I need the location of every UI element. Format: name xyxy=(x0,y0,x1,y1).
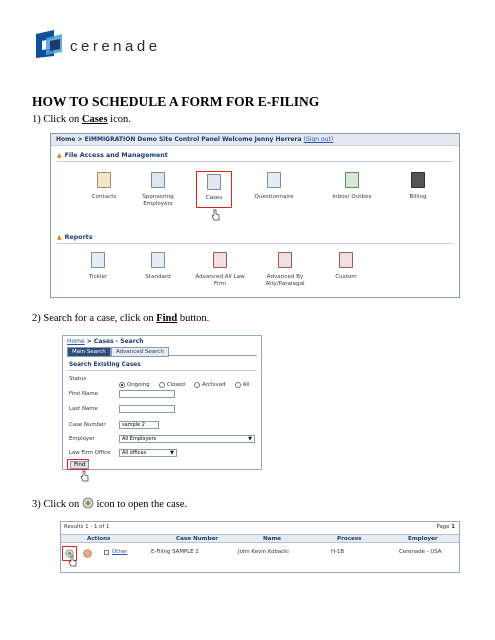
hand-cursor-icon xyxy=(211,209,221,221)
employer-select[interactable] xyxy=(119,435,255,443)
section-reports xyxy=(57,234,92,241)
icon-label: Inbox/ Outbox xyxy=(332,194,372,200)
section-file-access-label: File Access and Management xyxy=(64,152,168,159)
cell-process: H-1B xyxy=(331,549,345,555)
icon-item-tickler[interactable] xyxy=(73,252,123,281)
status-label: Status xyxy=(69,376,87,382)
radio-label: Closed xyxy=(166,381,185,388)
divider xyxy=(57,161,453,162)
tab-bar xyxy=(67,347,257,356)
radio-ongoing[interactable] xyxy=(119,382,125,388)
open-case-icon xyxy=(82,497,94,509)
icon-label: Sponsoring Employers xyxy=(142,194,174,207)
expand-triangle-icon: ▲ xyxy=(57,234,62,241)
contacts-icon xyxy=(97,172,111,188)
results-count: Results 1 - 1 of 1 xyxy=(64,524,110,530)
step-1-pre: 1) Click on xyxy=(32,114,82,125)
icon-label: Tickler xyxy=(88,274,108,280)
cell-name: John Kevin Kobacki xyxy=(238,549,289,555)
column-header-name: Name xyxy=(263,536,282,542)
chevron-down-icon: ▼ xyxy=(170,450,174,456)
first-name-label: First Name xyxy=(69,391,98,397)
advanced-atty-icon xyxy=(278,252,292,268)
section-file-access xyxy=(57,152,168,159)
breadcrumb xyxy=(67,338,143,345)
step-1-post: icon. xyxy=(107,114,131,125)
radio-label: Ongoing xyxy=(127,381,150,388)
case-number-label: Case Number xyxy=(69,422,106,428)
inbox-icon xyxy=(345,172,359,188)
search-results-screenshot xyxy=(60,521,460,573)
icon-label: Advanced By Atty/Paralegal xyxy=(265,274,305,287)
breadcrumb-home-link[interactable]: Home xyxy=(67,338,85,345)
icon-item-advanced-atty[interactable] xyxy=(255,252,315,288)
column-header-employer: Employer xyxy=(408,536,438,542)
cases-icon xyxy=(207,174,221,190)
step-1-text xyxy=(32,114,131,125)
expand-triangle-icon: ▲ xyxy=(57,152,62,159)
hand-cursor-icon xyxy=(80,470,90,482)
radio-closed[interactable] xyxy=(159,382,165,388)
cell-employer: Cerenade - USA xyxy=(399,549,442,555)
icon-item-custom[interactable] xyxy=(321,252,371,281)
page-indicator xyxy=(436,524,455,530)
case-number-field[interactable]: sample 2 xyxy=(119,421,159,429)
questionnaire-icon xyxy=(267,172,281,188)
control-panel-header-text: Home > EIMMIGRATION Demo Site Control Panel Welcome Jenny Herrera xyxy=(56,136,302,143)
hand-cursor-icon xyxy=(68,555,78,567)
column-header-process: Process xyxy=(337,536,362,542)
step-1-key: Cases xyxy=(81,114,108,125)
icon-item-questionnaire[interactable] xyxy=(249,172,299,201)
radio-label: All xyxy=(242,381,250,388)
brand-name: cerenade xyxy=(70,38,161,55)
delete-case-icon[interactable] xyxy=(83,549,92,558)
icon-item-billing[interactable] xyxy=(393,172,443,201)
first-name-field[interactable] xyxy=(119,390,175,398)
radio-all[interactable] xyxy=(235,382,241,388)
select-other-checkbox[interactable] xyxy=(104,550,109,555)
breadcrumb-rest: > Cases - Search xyxy=(84,338,144,345)
employer-select-value: All Employers xyxy=(122,436,157,442)
step-2-key: Find xyxy=(156,313,178,324)
icon-label: Questionnaire xyxy=(254,194,294,200)
cerenade-logo xyxy=(32,30,222,58)
icon-label: Cases xyxy=(205,195,223,201)
page-title: HOW TO SCHEDULE A FORM FOR E-FILING xyxy=(32,94,320,109)
divider xyxy=(57,243,453,244)
sign-out-link[interactable]: (Sign out) xyxy=(303,136,334,143)
employers-icon xyxy=(151,172,165,188)
custom-report-icon xyxy=(339,252,353,268)
section-reports-label: Reports xyxy=(64,234,93,241)
icon-item-inbox-outbox[interactable] xyxy=(327,172,377,201)
icon-label: Advanced All Law Firm xyxy=(195,274,245,287)
cell-case-number: E-Filing SAMPLE 2 xyxy=(151,549,199,555)
step-3-post: icon to open the case. xyxy=(93,499,188,510)
office-label: Law Firm Office xyxy=(69,450,111,456)
other-link[interactable]: Other xyxy=(112,549,128,555)
page-label: Page xyxy=(436,524,450,530)
column-header-actions: Actions xyxy=(87,536,111,542)
step-2-pre: 2) Search for a case, click on xyxy=(32,313,157,324)
tickler-icon xyxy=(91,252,105,268)
employer-label: Employer xyxy=(69,436,95,442)
table-header xyxy=(61,534,459,543)
icon-label: Standard xyxy=(145,274,171,280)
radio-archived[interactable] xyxy=(194,382,200,388)
cerenade-logo-mark-icon xyxy=(32,30,64,58)
icon-item-advanced-all[interactable] xyxy=(193,252,247,288)
last-name-field[interactable] xyxy=(119,405,175,413)
case-search-screenshot xyxy=(62,335,262,470)
step-3-pre: 3) Click on xyxy=(32,499,82,510)
step-2-post: button. xyxy=(177,313,210,324)
table-row xyxy=(61,546,459,562)
standard-report-icon xyxy=(151,252,165,268)
radio-label: Archived xyxy=(202,381,226,388)
billing-icon xyxy=(411,172,425,188)
last-name-label: Last Name xyxy=(69,406,98,412)
step-3-text xyxy=(32,497,187,510)
icon-item-cases[interactable] xyxy=(189,174,239,202)
icon-item-contacts[interactable] xyxy=(79,172,129,201)
office-select-value: All offices xyxy=(122,450,147,456)
find-button[interactable]: Find xyxy=(70,461,89,469)
office-select[interactable] xyxy=(119,449,177,457)
icon-item-standard[interactable] xyxy=(133,252,183,281)
column-header-case-number: Case Number xyxy=(176,536,218,542)
control-panel-header xyxy=(51,134,459,146)
icon-label: Contacts xyxy=(91,194,117,200)
page-number: 1 xyxy=(451,524,455,530)
section-search-existing: Search Existing Cases xyxy=(69,362,141,368)
tab-advanced-search[interactable]: Advanced Search xyxy=(111,347,169,357)
icon-label: Billing xyxy=(409,194,427,200)
divider xyxy=(67,370,257,371)
chevron-down-icon: ▼ xyxy=(248,436,252,442)
icon-label: Custom xyxy=(335,274,357,280)
advanced-report-icon xyxy=(213,252,227,268)
icon-item-sponsoring-employers[interactable] xyxy=(133,172,183,208)
control-panel-screenshot xyxy=(50,133,460,298)
tab-main-search[interactable]: Main Search xyxy=(67,347,111,357)
step-2-text xyxy=(32,313,209,324)
